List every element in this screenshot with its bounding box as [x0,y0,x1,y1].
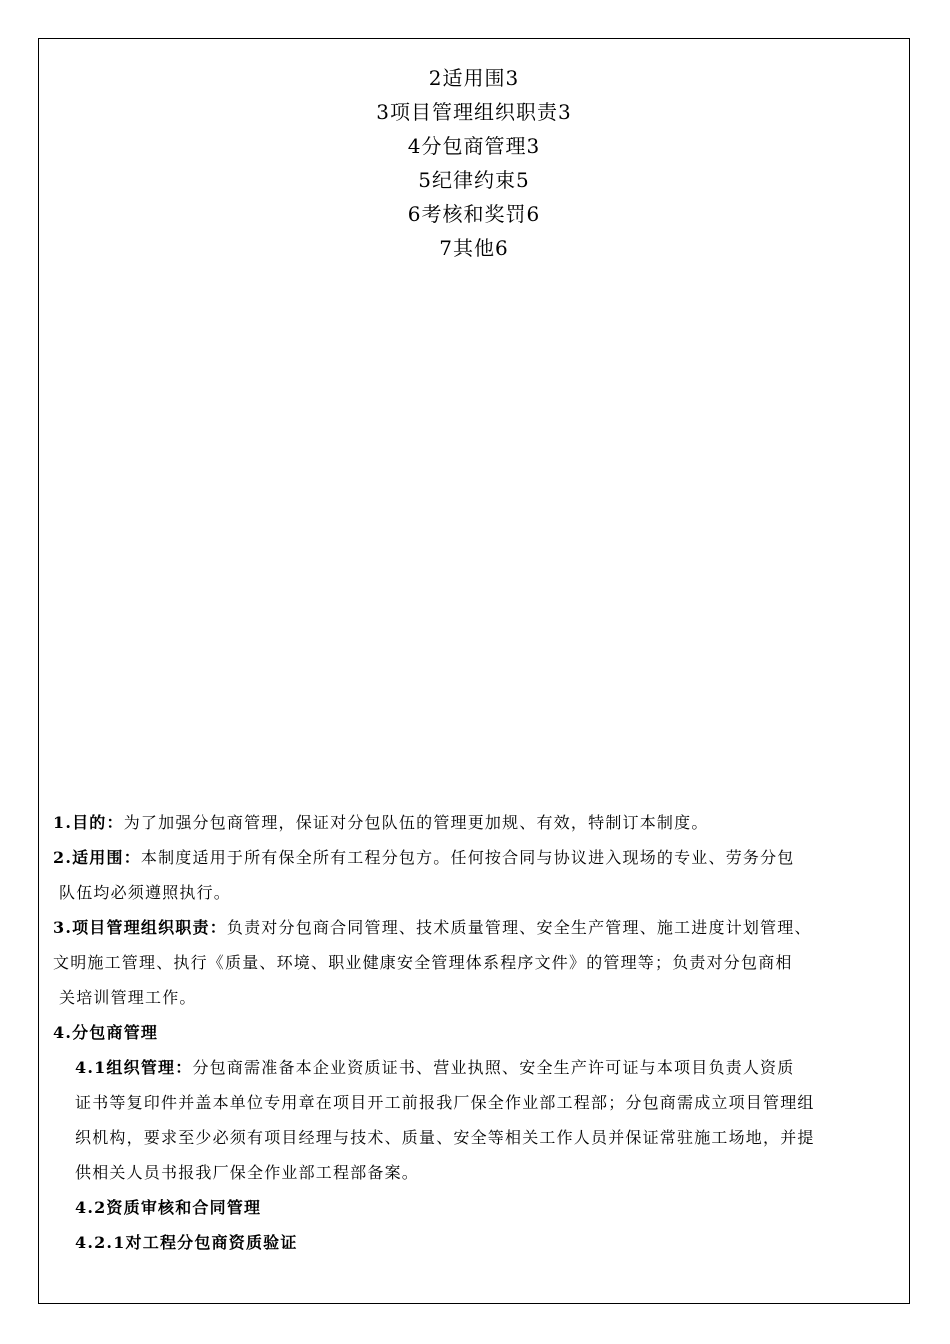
section-duties [53,910,899,945]
subsection-heading: 4.2资质审核和合同管理 [75,1198,262,1217]
subsection-org [53,1050,899,1085]
section-heading: 1.目的： [53,813,124,832]
subsection-text: 供相关人员书报我厂保全作业部工程部备案。 [75,1163,420,1182]
subsection-text: 证书等复印件并盖本单位专用章在项目开工前报我厂保全作业部工程部；分包商需成立项目管理组 [75,1093,815,1112]
section-purpose [53,805,899,840]
section-heading: 4.分包商管理 [53,1023,159,1042]
toc-item[interactable]: 2适用围3 [428,66,520,90]
toc-item[interactable]: 4分包商管理3 [407,134,541,158]
section-text: 负责对分包商合同管理、技术质量管理、安全生产管理、施工进度计划管理、 [226,918,812,937]
section-heading: 3.项目管理组织职责： [53,918,227,937]
section-text: 本制度适用于所有保全所有工程分包方。任何按合同与协议进入现场的专业、劳务分包 [140,848,795,867]
section-text: 文明施工管理、执行《质量、环境、职业健康安全管理体系程序文件》的管理等；负责对分包商相 [53,953,793,972]
subsection-heading: 4.1组织管理： [75,1058,193,1077]
document-body [53,805,899,1260]
section-heading: 2.适用围： [53,848,141,867]
table-of-contents [39,61,909,265]
toc-item[interactable]: 7其他6 [439,236,509,260]
toc-item[interactable]: 3项目管理组织职责3 [376,100,572,124]
toc-item[interactable]: 6考核和奖罚6 [407,202,541,226]
section-text: 队伍均必须遵照执行。 [59,883,232,902]
subsection-heading: 4.2.1对工程分包商资质验证 [75,1233,298,1252]
subsection-text: 织机构，要求至少必须有项目经理与技术、质量、安全等相关工作人员并保证常驻施工场地，并提 [75,1128,815,1147]
section-text: 关培训管理工作。 [59,988,197,1007]
section-scope [53,840,899,875]
toc-item[interactable]: 5纪律约束5 [418,168,530,192]
page-frame [38,38,910,1304]
section-text: 为了加强分包商管理，保证对分包队伍的管理更加规、有效，特制订本制度。 [123,813,709,832]
subsection-text: 分包商需准备本企业资质证书、营业执照、安全生产许可证与本项目负责人资质 [192,1058,795,1077]
